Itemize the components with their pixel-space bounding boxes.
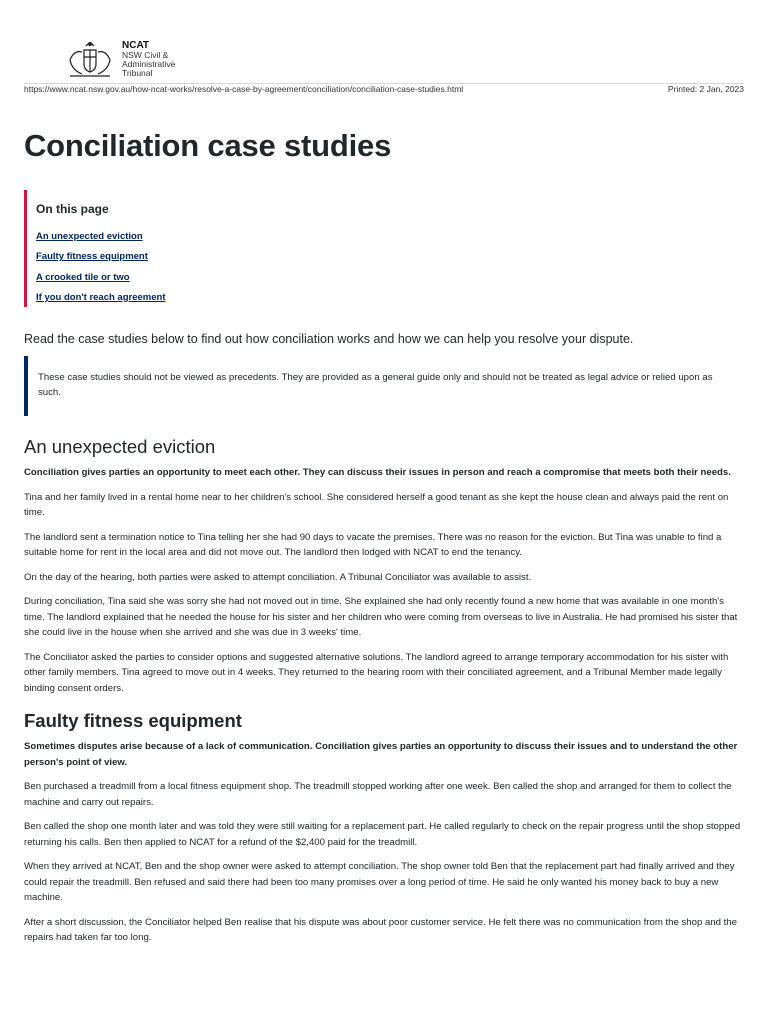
toc-link-no-agreement[interactable]: If you don't reach agreement — [36, 291, 166, 303]
logo-line-3: Tribunal — [122, 68, 153, 78]
toc-link-crooked-tile[interactable]: A crooked tile or two — [36, 271, 130, 283]
logo-line-1: NSW Civil & — [122, 50, 169, 60]
page-url: https://www.ncat.nsw.gov.au/how-ncat-works/resolve-a-case-by-agreement/conciliation/conciliation-case-studies.html — [24, 84, 464, 94]
list-item — [36, 267, 336, 287]
paragraph: The landlord sent a termination notice to Tina telling her she had 90 days to vacate the premises. There was no reason for the eviction. But Tina was unable to find a suitable home for rent in the local area and did not move out. The landlord then lodged with NCAT to end the tenancy. — [24, 531, 722, 558]
disclaimer-text: These case studies should not be viewed as precedents. They are provided as a general guide only and should not be treated as legal advice or relied upon as such. — [38, 372, 713, 398]
toc-link-unexpected-eviction[interactable]: An unexpected eviction — [36, 231, 143, 242]
section-unexpected-eviction — [24, 436, 746, 696]
paragraph: When they arrived at NCAT, Ben and the shop owner were asked to attempt conciliation. The shop owner told Ben that the replacement part had finally arrived and they could repair the treadmill. Ben refused and said there had been too many promises over a long period of time. He said he only wanted his money back to buy a new machine. — [24, 861, 735, 903]
section-lead: Conciliation gives parties an opportunity to meet each other. They can discuss their issues in person and reach a compromise that meets both their needs. — [24, 467, 731, 478]
page-title: Conciliation case studies — [24, 128, 392, 163]
toc-link-faulty-fitness-equipment[interactable]: Faulty fitness equipment — [36, 251, 148, 263]
paragraph: The Conciliator asked the parties to consider options and suggested alternative solutions. The landlord agreed to arrange temporary accommodation for his sister with other family members. Tina agreed to move out in 4 weeks. They returned to the hearing room with their conciliated agreement, and a Tribunal Member made legally binding consent orders. — [24, 651, 729, 694]
case-studies-content — [24, 436, 746, 955]
paragraph: Ben called the shop one month later and was told they were still waiting for a replacement part. He called regularly to check on the repair progress until the shop stopped returning his calls. Ben then applied to NCAT for a refund of the $2,400 paid for the treadmill. — [24, 821, 741, 848]
list-item — [36, 226, 336, 246]
paragraph: Tina and her family lived in a rental home near to her children's school. She considered herself a good tenant as she kept the house clean and always paid the rent on time. — [24, 491, 729, 518]
paragraph: During conciliation, Tina said she was sorry she had not moved out in time. She explained she had only recently found a new home that was available in one month's time. The landlord explained that he needed the house for his sister and her children who were coming from overseas to live in Australia. He had promised his sister that she could live in the house when she arrived and she was due in 3 weeks' time. — [24, 596, 738, 638]
logo-line-2: Administrative — [122, 59, 176, 69]
section-heading: Faulty fitness equipment — [24, 710, 242, 731]
paragraph: After a short discussion, the Conciliator helped Ben realise that his dispute was about poor customer service. He felt there was no communication from the shop and the repairs had taken far too long. — [24, 916, 737, 943]
intro-text: Read the case studies below to find out how conciliation works and how we can help you resolve your dispute. — [24, 332, 634, 346]
printed-date: Printed: 2 Jan, 2023 — [667, 84, 744, 94]
disclaimer-callout — [24, 356, 738, 416]
paragraph: On the day of the hearing, both parties were asked to attempt conciliation. A Tribunal Conciliator was available to assist. — [24, 571, 532, 583]
section-lead: Sometimes disputes arise because of a lack of communication. Conciliation gives parties an opportunity to discuss their issues and to understand the other person's point of view. — [24, 741, 738, 768]
list-item — [36, 287, 336, 307]
print-header — [24, 83, 744, 94]
list-item — [36, 246, 336, 266]
section-heading: An unexpected eviction — [24, 436, 216, 457]
section-faulty-fitness-equipment — [24, 710, 746, 946]
nsw-coat-of-arms-icon — [64, 40, 116, 80]
logo-org-name: NCAT — [122, 40, 150, 51]
logo-text — [122, 40, 175, 78]
paragraph: Ben purchased a treadmill from a local fitness equipment shop. The treadmill stopped working after one week. Ben called the shop and arranged for them to collect the machine and carry out repairs. — [24, 781, 732, 808]
ncat-logo[interactable] — [64, 40, 175, 80]
on-this-page-title: On this page — [36, 202, 109, 216]
on-this-page-list — [36, 226, 336, 307]
on-this-page-box — [24, 190, 336, 307]
